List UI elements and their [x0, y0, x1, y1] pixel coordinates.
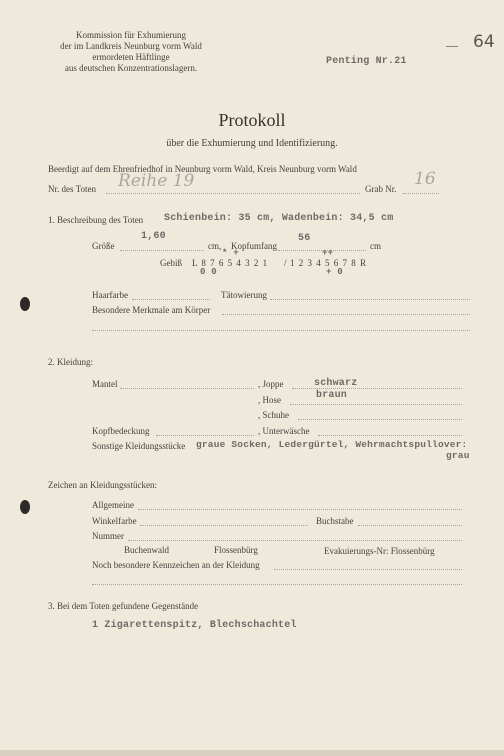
- commission-line: Kommission für Exhumierung: [76, 30, 186, 40]
- underwear-label: , Unterwäsche: [258, 426, 310, 436]
- headwear-line: [156, 435, 254, 436]
- coat-line: [120, 388, 254, 389]
- hair-line: [132, 299, 210, 300]
- other-clothing-value: graue Socken, Ledergürtel, Wehrmachtspullover:: [196, 439, 468, 450]
- page-number: 64: [473, 32, 495, 52]
- teeth-separator: /: [284, 258, 287, 268]
- commission-header: [36, 30, 226, 74]
- headwear-label: Kopfbedeckung: [92, 426, 150, 436]
- commission-line: der im Landkreis Neunburg vorm Wald: [60, 41, 202, 51]
- teeth-label: Gebiß: [160, 258, 182, 268]
- teeth-lower-marks-right: + 0: [326, 267, 343, 277]
- number-line: [128, 540, 462, 541]
- trousers-line: [290, 404, 462, 405]
- cm-label-2: cm: [370, 241, 381, 251]
- letter-label: Buchstabe: [316, 516, 354, 526]
- section2-heading: 2. Kleidung:: [48, 357, 93, 367]
- punch-hole-bottom: [20, 500, 30, 514]
- teeth-upper-marks-right: ++: [322, 248, 334, 258]
- marks-heading: Zeichen an Kleidungsstücken:: [48, 480, 157, 490]
- section1-typed: Schienbein: 35 cm, Wadenbein: 34,5 cm: [164, 213, 394, 224]
- section1-heading: 1. Beschreibung des Toten: [48, 215, 144, 225]
- teeth-right: 1 2 3 4 5 6 7 8 R: [290, 258, 368, 268]
- grave-label: Grab Nr.: [365, 184, 397, 194]
- dead-no-line: [106, 193, 360, 194]
- special-line: [222, 314, 470, 315]
- number-label: Nummer: [92, 531, 124, 541]
- letter-line: [358, 525, 462, 526]
- reference-typed: Penting Nr.21: [326, 56, 407, 67]
- tattoo-line: [270, 299, 470, 300]
- jacket-label: , Joppe: [258, 379, 284, 389]
- teeth-left: L 8 7 6 5 4 3 2 1: [192, 258, 269, 268]
- dead-no-label: Nr. des Toten: [48, 184, 96, 194]
- other-marks-label: Noch besondere Kennzeichen an der Kleidung: [92, 560, 260, 570]
- dead-no-handwritten: Reihe 19: [118, 171, 195, 191]
- shoes-label: , Schuhe: [258, 410, 289, 420]
- head-label: Kopfumfang: [231, 241, 277, 251]
- other-marks-line-2: [92, 584, 462, 585]
- coat-label: Mantel: [92, 379, 118, 389]
- trousers-value: braun: [316, 390, 348, 401]
- buchenwald-label: Buchenwald: [124, 545, 169, 555]
- other-clothing-label: Sonstige Kleidungsstücke: [92, 441, 186, 451]
- grave-line: [403, 193, 439, 194]
- tattoo-label: Tätowierung: [221, 290, 267, 300]
- document-subtitle: über die Exhumierung und Identifizierung.: [166, 138, 338, 149]
- hair-label: Haarfarbe: [92, 290, 128, 300]
- general-line: [138, 509, 462, 510]
- section3-typed: 1 Zigarettenspitz, Blechschachtel: [92, 620, 297, 631]
- paper-edge: [0, 750, 504, 756]
- jacket-value: schwarz: [314, 378, 358, 389]
- section3-heading: 3. Bei dem Toten gefundene Gegenstände: [48, 601, 199, 611]
- burial-line: Beerdigt auf dem Ehrenfriedhof in Neunburg vorm Wald, Kreis Neunburg vorm Wald: [48, 164, 357, 174]
- teeth-upper-marks-left: * +: [222, 248, 239, 258]
- size-label: Größe: [92, 241, 115, 251]
- teeth-lower-marks-left: 0 0: [200, 267, 217, 277]
- other-clothing-value-2: grau: [446, 450, 470, 461]
- special-label: Besondere Merkmale am Körper: [92, 305, 211, 315]
- evacuation-label: Evakuierungs-Nr: Flossenbürg: [324, 546, 435, 556]
- size-line: [120, 250, 204, 251]
- document-title: Protokoll: [218, 110, 286, 130]
- cm-label-1: cm,: [208, 241, 222, 251]
- commission-line: aus deutschen Konzentrationslagern.: [64, 63, 198, 73]
- special-line-2: [92, 330, 470, 331]
- grave-handwritten: 16: [414, 169, 436, 189]
- punch-hole-top: [20, 297, 30, 311]
- general-label: Allgemeine: [92, 500, 134, 510]
- angle-color-label: Winkelfarbe: [92, 516, 137, 526]
- other-marks-line: [274, 569, 462, 570]
- commission-line: ermordeten Häftlinge: [92, 52, 170, 62]
- flossenburg-label: Flossenbürg: [214, 545, 258, 555]
- shoes-line: [298, 419, 462, 420]
- trousers-label: , Hose: [258, 395, 281, 405]
- head-value: 56: [298, 233, 311, 244]
- size-value: 1,60: [141, 231, 166, 242]
- underwear-line: [318, 435, 462, 436]
- page-number-dash: [446, 46, 458, 47]
- angle-color-line: [140, 525, 308, 526]
